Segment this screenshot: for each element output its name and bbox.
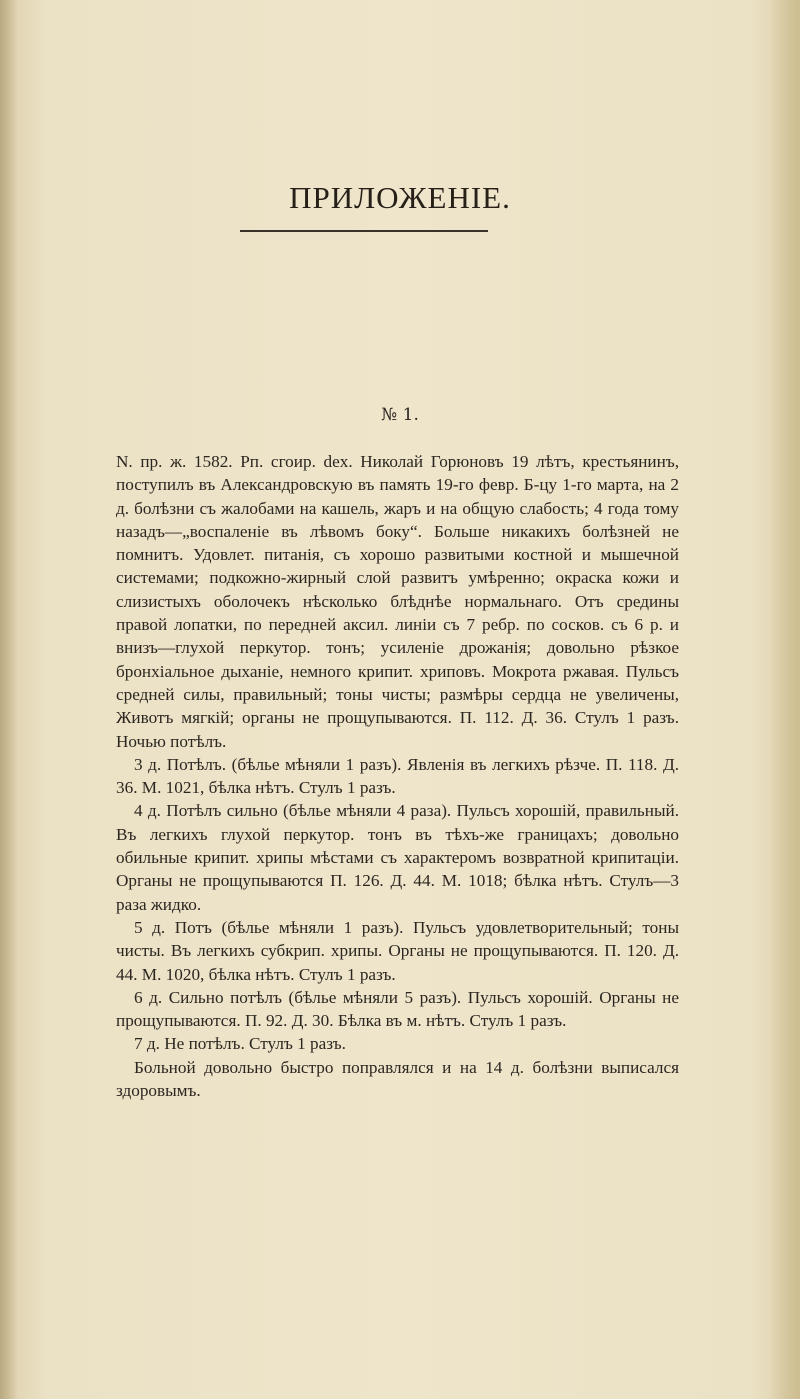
page-heading: ПРИЛОЖЕНІЕ. bbox=[289, 180, 511, 215]
paragraph-discharge: Больной довольно быстро поправлялся и на 14 д. болѣзни выписался здоровымъ. bbox=[116, 1057, 679, 1101]
paragraph-day-6: 6 д. Сильно потѣлъ (бѣлье мѣняли 5 разъ). Пульсъ хорошій. Органы не прощупываются. П. 92. Д. 30. Бѣлка въ м. нѣтъ. Стулъ 1 разъ. bbox=[116, 987, 679, 1031]
paragraph-day-4: 4 д. Потѣлъ сильно (бѣлье мѣняли 4 раза). Пульсъ хорошій, правильный. Въ легкихъ глухой перкутор. тонъ въ тѣхъ-же границахъ; довольно обильные крипит. хрипы мѣстами съ характеромъ возвратной крипитаціи. Органы не прощупываются П. 126. Д. 44. М. 1018; бѣлка нѣтъ. Стулъ—3 раза жидко. bbox=[116, 801, 679, 914]
case-record bbox=[116, 450, 679, 1102]
paragraph-admission: N. пр. ж. 1582. Рп. сгоир. dex. Николай Горюновъ 19 лѣтъ, крестьянинъ, поступилъ въ Александровскую въ память 19-го февр. Б-цу 1-го марта, на 2 д. болѣзни съ жалобами на кашель, жаръ и на общую слабость; 4 года тому назадъ—„воспаленіе въ лѣвомъ боку“. Больше никакихъ болѣзней не помнитъ. Удовлет. питанія, съ хорошо развитыми костной и мышечной системами; подкожно-жирный слой развитъ умѣренно; окраска кожи и слизистыхъ оболочекъ нѣсколько блѣднѣе нормальнаго. Отъ средины правой лопатки, по передней аксил. линіи съ 7 ребр. по сосков. съ 6 р. и внизъ—глухой перкутор. тонъ; усиленіе дрожанія; довольно рѣзкое бронхіальное дыханіе, немного крипит. хриповъ. Мокрота ржавая. Пульсъ средней силы, правильный; тоны чисты; размѣры сердца не увеличены, Животъ мягкій; органы не прощупываются. П. 112. Д. 36. Стулъ 1 разъ. Ночью потѣлъ. bbox=[116, 452, 679, 751]
heading-underline bbox=[240, 230, 488, 232]
paragraph-day-7: 7 д. Не потѣлъ. Стулъ 1 разъ. bbox=[134, 1034, 346, 1054]
paragraph-day-5: 5 д. Потъ (бѣлье мѣняли 1 разъ). Пульсъ удовлетворительный; тоны чисты. Въ легкихъ субкрип. хрипы. Органы не прощупываются. П. 120. Д. 44. М. 1020, бѣлка нѣтъ. Стулъ 1 разъ. bbox=[116, 917, 679, 984]
case-number: № 1. bbox=[381, 405, 419, 425]
paragraph-day-3: 3 д. Потѣлъ. (бѣлье мѣняли 1 разъ). Явленія въ легкихъ рѣзче. П. 118. Д. 36. М. 1021, бѣлка нѣтъ. Стулъ 1 разъ. bbox=[116, 754, 679, 798]
